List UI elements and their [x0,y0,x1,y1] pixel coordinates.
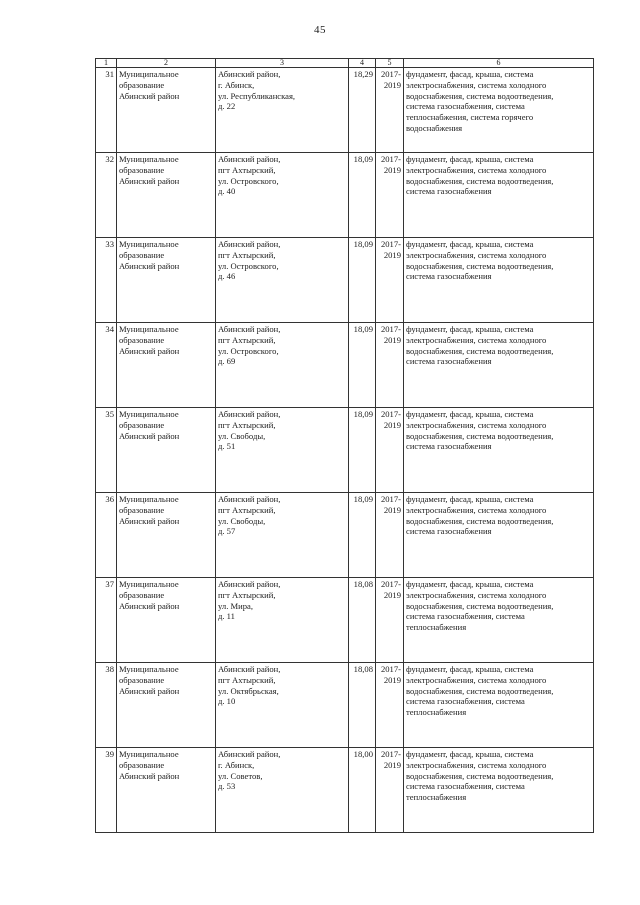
works-cell-line: водоснабжения, система водоотведения, [406,770,554,781]
address-cell-line: д. 46 [218,271,236,282]
column-header: 2 [117,59,216,68]
period-cell-line: 2017- [380,154,401,164]
period-cell-line: 2017- [380,664,401,674]
works-cell-line: система газоснабжения, система [406,696,525,707]
value-cell: 18,09 [349,408,376,493]
period-cell [376,493,404,578]
row-number: 35 [96,408,117,493]
address-cell [216,408,349,493]
address-cell [216,68,349,153]
owner-cell [117,408,216,493]
period-cell-line: 2019 [383,334,401,345]
row-number: 33 [96,238,117,323]
table-row [96,408,594,493]
address-cell-line: ул. Островского, [218,345,279,356]
address-cell-line: д. 22 [218,101,236,112]
row-number: 34 [96,323,117,408]
address-cell-line: ул. Свободы, [218,430,266,441]
owner-cell-line: Муниципальное [119,239,179,249]
address-cell-line: пгт Ахтырский, [218,674,276,685]
works-cell [404,153,594,238]
address-cell-line: д. 69 [218,356,236,367]
value-cell: 18,08 [349,663,376,748]
value-cell: 18,29 [349,68,376,153]
owner-cell-line: образование [119,504,165,515]
works-cell-line: электроснабжения, система холодного [406,759,547,770]
owner-cell-line: Муниципальное [119,154,179,164]
address-cell-line: Абинский район, [218,664,281,674]
works-cell-line: водоснабжения, система водоотведения, [406,600,554,611]
owner-cell [117,68,216,153]
works-cell-line: система газоснабжения [406,441,492,452]
works-cell-line: водоснабжения, система водоотведения, [406,430,554,441]
works-cell-line: теплоснабжения, система горячего [406,112,534,123]
works-cell-line: фундамент, фасад, крыша, система [406,154,534,164]
works-cell-line: водоснабжения, система водоотведения, [406,515,554,526]
owner-cell-line: Муниципальное [119,494,179,504]
period-cell-line: 2017- [380,749,401,759]
address-cell-line: д. 57 [218,526,236,537]
period-cell [376,578,404,663]
table-body [96,59,594,833]
works-cell-line: водоснабжения [406,122,463,133]
owner-cell [117,238,216,323]
owner-cell-line: Абинский район [119,90,180,101]
works-cell-line: водоснабжения, система водоотведения, [406,90,554,101]
period-cell-line: 2019 [383,504,401,515]
works-cell [404,663,594,748]
address-cell-line: д. 11 [218,611,235,622]
works-cell-line: система газоснабжения, система [406,611,525,622]
owner-cell-line: Муниципальное [119,409,179,419]
works-cell-line: фундамент, фасад, крыша, система [406,69,534,79]
period-cell-line: 2017- [380,494,401,504]
works-cell [404,748,594,833]
period-cell-line: 2017- [380,324,401,334]
owner-cell-line: Абинский район [119,175,180,186]
owner-cell-line: образование [119,334,165,345]
owner-cell-line: Муниципальное [119,324,179,334]
owner-cell-line: образование [119,589,165,600]
column-header: 4 [349,59,376,68]
address-cell-line: пгт Ахтырский, [218,589,276,600]
address-cell-line: ул. Республиканская, [218,90,296,101]
address-cell-line: Абинский район, [218,324,281,334]
row-number: 31 [96,68,117,153]
works-cell [404,68,594,153]
value-cell: 18,09 [349,238,376,323]
value-cell: 18,00 [349,748,376,833]
row-number: 38 [96,663,117,748]
period-cell-line: 2019 [383,589,401,600]
works-cell-line: водоснабжения, система водоотведения, [406,260,554,271]
address-cell-line: ул. Островского, [218,175,279,186]
works-cell-line: электроснабжения, система холодного [406,334,547,345]
owner-cell-line: образование [119,79,165,90]
works-cell-line: электроснабжения, система холодного [406,419,547,430]
works-cell-line: система газоснабжения, система [406,101,525,112]
address-cell-line: д. 51 [218,441,236,452]
works-cell [404,493,594,578]
value-cell: 18,09 [349,153,376,238]
works-cell [404,323,594,408]
owner-cell-line: Муниципальное [119,69,179,79]
address-cell [216,153,349,238]
address-cell-line: Абинский район, [218,409,281,419]
works-cell-line: водоснабжения, система водоотведения, [406,175,554,186]
address-cell-line: Абинский район, [218,154,281,164]
period-cell [376,663,404,748]
address-cell-line: пгт Ахтырский, [218,419,276,430]
table-row [96,493,594,578]
period-cell-line: 2019 [383,674,401,685]
owner-cell [117,153,216,238]
owner-cell [117,578,216,663]
owner-cell-line: Абинский район [119,770,180,781]
period-cell-line: 2019 [383,249,401,260]
works-cell-line: фундамент, фасад, крыша, система [406,409,534,419]
works-cell-line: теплоснабжения [406,707,467,718]
works-cell-line: электроснабжения, система холодного [406,79,547,90]
address-cell [216,578,349,663]
address-cell-line: Абинский район, [218,579,281,589]
period-cell [376,748,404,833]
period-cell-line: 2017- [380,69,401,79]
period-cell [376,408,404,493]
address-cell-line: пгт Ахтырский, [218,164,276,175]
address-cell [216,493,349,578]
value-cell: 18,09 [349,323,376,408]
works-cell-line: электроснабжения, система холодного [406,589,547,600]
owner-cell-line: Абинский район [119,260,180,271]
period-cell-line: 2019 [383,164,401,175]
table-row [96,238,594,323]
period-cell [376,323,404,408]
period-cell-line: 2017- [380,409,401,419]
owner-cell [117,323,216,408]
address-cell-line: пгт Ахтырский, [218,504,276,515]
address-cell-line: г. Абинск, [218,759,255,770]
address-cell [216,238,349,323]
owner-cell-line: образование [119,759,165,770]
owner-cell-line: Абинский район [119,685,180,696]
column-header: 1 [96,59,117,68]
period-cell-line: 2019 [383,759,401,770]
address-cell [216,748,349,833]
address-cell-line: д. 40 [218,186,236,197]
owner-cell-line: Абинский район [119,600,180,611]
owner-cell-line: образование [119,674,165,685]
page-number: 45 [314,24,326,36]
row-number: 39 [96,748,117,833]
works-cell-line: электроснабжения, система холодного [406,504,547,515]
owner-cell [117,493,216,578]
table-row [96,153,594,238]
works-cell-line: водоснабжения, система водоотведения, [406,685,554,696]
works-cell-line: фундамент, фасад, крыша, система [406,749,534,759]
works-cell-line: система газоснабжения [406,271,492,282]
period-cell-line: 2019 [383,79,401,90]
works-cell-line: система газоснабжения [406,186,492,197]
owner-cell [117,748,216,833]
address-cell [216,663,349,748]
works-cell-line: система газоснабжения, система [406,781,525,792]
owner-cell-line: Абинский район [119,345,180,356]
works-cell-line: фундамент, фасад, крыша, система [406,579,534,589]
address-cell-line: д. 10 [218,696,236,707]
owner-cell [117,663,216,748]
works-cell-line: фундамент, фасад, крыша, система [406,494,534,504]
owner-cell-line: Абинский район [119,515,180,526]
period-cell-line: 2017- [380,239,401,249]
value-cell: 18,08 [349,578,376,663]
works-cell [404,238,594,323]
works-cell-line: электроснабжения, система холодного [406,674,547,685]
works-cell [404,578,594,663]
address-cell-line: ул. Советов, [218,770,263,781]
address-cell-line: пгт Ахтырский, [218,334,276,345]
column-header: 6 [404,59,594,68]
column-header: 5 [376,59,404,68]
address-cell-line: д. 53 [218,781,236,792]
owner-cell-line: образование [119,419,165,430]
table-row [96,578,594,663]
address-cell-line: ул. Островского, [218,260,279,271]
works-cell [404,408,594,493]
owner-cell-line: Муниципальное [119,749,179,759]
table-row [96,323,594,408]
period-cell-line: 2019 [383,419,401,430]
owner-cell-line: Муниципальное [119,664,179,674]
owner-cell-line: образование [119,164,165,175]
owner-cell-line: Муниципальное [119,579,179,589]
table-row [96,748,594,833]
address-cell-line: ул. Мира, [218,600,254,611]
owner-cell-line: образование [119,249,165,260]
address-cell-line: ул. Октябрьская, [218,685,279,696]
table-row [96,68,594,153]
period-cell [376,153,404,238]
address-cell-line: г. Абинск, [218,79,255,90]
period-cell [376,68,404,153]
works-cell-line: система газоснабжения [406,526,492,537]
address-cell-line: пгт Ахтырский, [218,249,276,260]
address-cell-line: Абинский район, [218,69,281,79]
row-number: 37 [96,578,117,663]
row-number: 36 [96,493,117,578]
period-cell-line: 2017- [380,579,401,589]
address-cell [216,323,349,408]
period-cell [376,238,404,323]
works-cell-line: фундамент, фасад, крыша, система [406,664,534,674]
value-cell: 18,09 [349,493,376,578]
address-cell-line: Абинский район, [218,239,281,249]
buildings-table [95,58,594,833]
works-cell-line: теплоснабжения [406,622,467,633]
column-header: 3 [216,59,349,68]
address-cell-line: ул. Свободы, [218,515,266,526]
works-cell-line: теплоснабжения [406,792,467,803]
address-cell-line: Абинский район, [218,494,281,504]
row-number: 32 [96,153,117,238]
works-cell-line: система газоснабжения [406,356,492,367]
address-cell-line: Абинский район, [218,749,281,759]
table-row [96,663,594,748]
works-cell-line: электроснабжения, система холодного [406,249,547,260]
column-number-row [96,59,594,68]
works-cell-line: фундамент, фасад, крыша, система [406,239,534,249]
works-cell-line: водоснабжения, система водоотведения, [406,345,554,356]
works-cell-line: фундамент, фасад, крыша, система [406,324,534,334]
owner-cell-line: Абинский район [119,430,180,441]
works-cell-line: электроснабжения, система холодного [406,164,547,175]
